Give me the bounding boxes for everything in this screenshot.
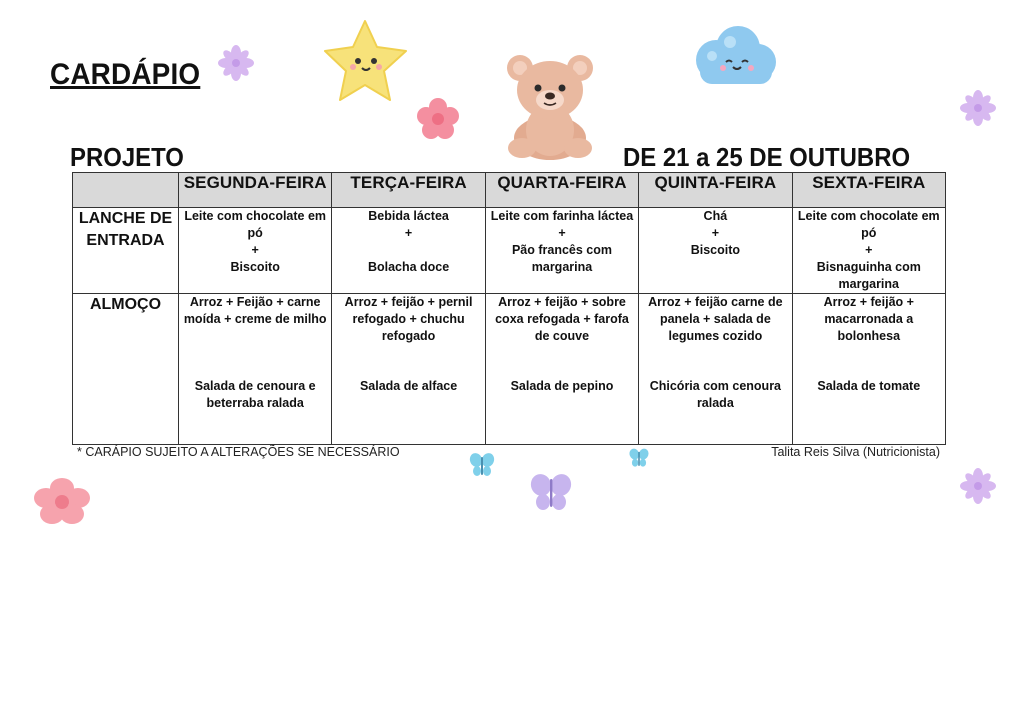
menu-line: moída + creme de milho: [183, 312, 327, 326]
menu-line: +: [558, 226, 566, 240]
row-label-line: ENTRADA: [86, 232, 165, 249]
menu-line: Salada de tomate: [817, 379, 921, 393]
day-header: SEGUNDA-FEIRA: [179, 173, 332, 208]
flower-icon: [32, 476, 92, 526]
menu-line: ralada: [696, 396, 734, 410]
butterfly-icon: [468, 451, 496, 479]
star-icon: [322, 15, 412, 105]
menu-line: Chicória com cenoura: [649, 379, 782, 393]
menu-line: Pão francês com: [511, 243, 612, 257]
menu-line: +: [865, 243, 873, 257]
menu-cell: [332, 294, 485, 445]
teddy-bear-icon: [500, 50, 600, 160]
menu-cell: [485, 294, 638, 445]
menu-line: margarina: [531, 260, 593, 274]
page-title: CARDÁPIO: [50, 58, 201, 91]
row-label: ALMOÇO: [73, 294, 179, 445]
menu-line: Leite com farinha láctea: [490, 209, 634, 223]
menu-line: Bebida láctea: [368, 209, 449, 223]
menu-cell: [179, 294, 332, 445]
menu-line: panela + salada de: [659, 312, 771, 326]
table-header-row: [73, 173, 946, 208]
menu-cell: [792, 294, 945, 445]
cloud-icon: [686, 22, 782, 94]
menu-line: de couve: [534, 329, 590, 343]
menu-line: refogado + chuchu: [352, 312, 465, 326]
menu-cell: [792, 208, 945, 294]
day-header: TERÇA-FEIRA: [332, 173, 485, 208]
menu-line: Bolacha doce: [367, 260, 450, 274]
menu-line: [332, 242, 484, 259]
flower-icon: [960, 468, 996, 504]
row-label: [73, 208, 179, 294]
table-row: [73, 294, 946, 445]
nutritionist-signature: Talita Reis Silva (Nutricionista): [771, 445, 940, 459]
menu-line: Salada de pepino: [510, 379, 614, 393]
day-header: QUARTA-FEIRA: [485, 173, 638, 208]
menu-cell: [639, 208, 792, 294]
butterfly-icon: [627, 447, 651, 469]
menu-line: pó: [247, 226, 263, 240]
menu-line: margarina: [838, 277, 899, 291]
menu-line: Salada de alface: [359, 379, 458, 393]
table-row: [73, 208, 946, 294]
menu-cell: [639, 294, 792, 445]
row-label-line: LANCHE DE: [78, 210, 173, 227]
menu-line: Biscoito: [690, 243, 741, 257]
menu-line: Arroz + feijão +: [823, 295, 914, 309]
menu-line: Arroz + feijão + pernil: [344, 295, 473, 309]
menu-line: Bisnaguinha com: [816, 260, 921, 274]
menu-table: [72, 172, 946, 445]
menu-line: macarronada a: [824, 312, 914, 326]
menu-line: Leite com chocolate em: [184, 209, 327, 223]
menu-cell: [332, 208, 485, 294]
menu-line: Chá: [703, 209, 728, 223]
disclaimer-note: * CARÁPIO SUJEITO A ALTERAÇÕES SE NECESSÁRIO: [77, 445, 400, 459]
day-header: SEXTA-FEIRA: [792, 173, 945, 208]
menu-line: +: [251, 243, 259, 257]
menu-cell: [485, 208, 638, 294]
menu-line: bolonhesa: [837, 329, 901, 343]
menu-line: Arroz + feijão carne de: [648, 295, 783, 309]
day-header: QUINTA-FEIRA: [639, 173, 792, 208]
butterfly-icon: [528, 471, 574, 513]
menu-line: pó: [861, 226, 877, 240]
corner-cell: [73, 173, 179, 208]
menu-line: legumes cozido: [668, 329, 763, 343]
menu-line: Biscoito: [230, 260, 280, 274]
menu-line: Arroz + feijão + sobre: [498, 295, 626, 309]
menu-line: +: [404, 226, 413, 240]
menu-line: Salada de cenoura e: [194, 379, 316, 393]
flower-icon: [960, 90, 996, 126]
menu-line: coxa refogada + farofa: [495, 312, 629, 326]
menu-line: +: [711, 226, 720, 240]
menu-line: Arroz + Feijão + carne: [189, 295, 321, 309]
flower-icon: [416, 97, 460, 141]
date-range: DE 21 a 25 DE OUTUBRO: [622, 142, 910, 172]
menu-cell: [179, 208, 332, 294]
menu-line: Leite com chocolate em: [797, 209, 940, 223]
menu-line: refogado: [381, 329, 436, 343]
flower-icon: [218, 45, 254, 81]
project-label: PROJETO: [70, 142, 184, 172]
menu-line: beterraba ralada: [206, 396, 304, 410]
